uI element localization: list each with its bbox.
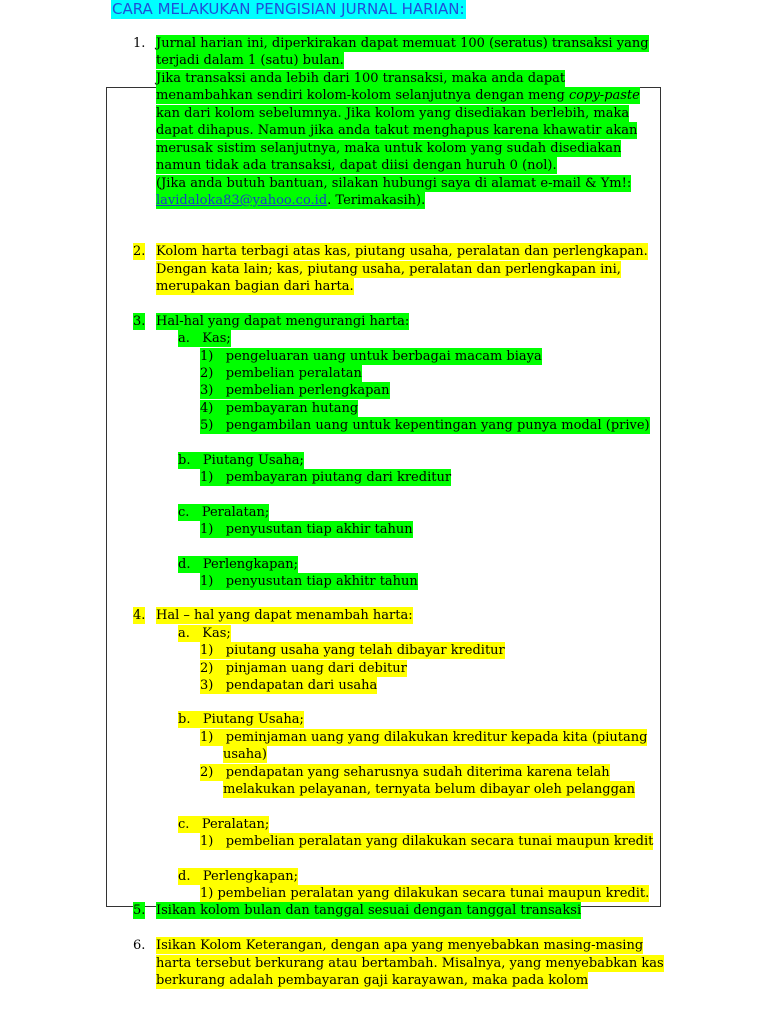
list-item bbox=[200, 677, 377, 694]
item-3b-letter: b. bbox=[178, 453, 191, 468]
list-item bbox=[200, 833, 653, 850]
item-4b-label bbox=[178, 711, 304, 728]
item-1-line-4 bbox=[156, 87, 640, 104]
document-title: CARA MELAKUKAN PENGISIAN JURNAL HARIAN: bbox=[112, 0, 465, 18]
item-3b-label bbox=[178, 452, 304, 469]
list-item-text: pembelian peralatan bbox=[225, 366, 362, 381]
item-6-line-1: Isikan Kolom Keterangan, dengan apa yang menyebabkan masing-masing bbox=[156, 938, 644, 953]
item-1-copy-paste-term: copy-paste bbox=[569, 88, 640, 103]
page-cutoff bbox=[0, 992, 768, 1024]
list-item-number: 1) bbox=[200, 522, 214, 537]
list-item bbox=[200, 417, 650, 434]
item-3b-text: Piutang Usaha; bbox=[202, 453, 304, 468]
list-item-text: penyusutan tiap akhitr tahun bbox=[225, 574, 418, 589]
item-4b-letter: b. bbox=[178, 712, 191, 727]
item-4d-label bbox=[178, 868, 298, 885]
item-1-line-9: (Jika anda butuh bantuan, silakan hubungi saya di alamat e-mail & Ym!: bbox=[156, 176, 632, 191]
list-item bbox=[200, 400, 358, 417]
item-3-number: 3. bbox=[133, 314, 146, 329]
item-1-line-5: kan dari kolom sebelumnya. Jika kolom yang disediakan berlebih, maka bbox=[156, 106, 630, 121]
list-item-text: pinjaman uang dari debitur bbox=[225, 661, 407, 676]
list-item-text: pembayaran piutang dari kreditur bbox=[225, 470, 452, 485]
item-6-line-3: berkurang adalah pembayaran gaji karayawan, maka pada kolom bbox=[156, 973, 589, 988]
item-1-line-7: merusak sistim selanjutnya, maka untuk kolom yang sudah disediakan bbox=[156, 141, 622, 156]
email-link[interactable]: lavidaloka83@yahoo.co.id bbox=[156, 193, 328, 208]
list-item-number: 4) bbox=[200, 401, 214, 416]
item-3c-text: Peralatan; bbox=[201, 505, 270, 520]
item-4c-text: Peralatan; bbox=[201, 817, 270, 832]
item-3a-letter: a. bbox=[178, 331, 190, 346]
list-item bbox=[200, 764, 610, 781]
item-1-line-10 bbox=[156, 192, 425, 209]
item-2-line-1: Kolom harta terbagi atas kas, piutang usaha, peralatan dan perlengkapan. bbox=[156, 244, 648, 259]
item-1-line-4-text: menambahkan sendiri kolom-kolom selanjutnya dengan meng bbox=[156, 88, 570, 103]
list-item-number: 1) bbox=[200, 643, 214, 658]
item-4-heading: Hal – hal yang dapat menambah harta: bbox=[156, 608, 413, 623]
item-4a-letter: a. bbox=[178, 626, 190, 641]
list-item-number: 3) bbox=[200, 383, 214, 398]
list-item bbox=[200, 573, 418, 590]
list-item bbox=[200, 382, 390, 399]
list-item-number: 1) bbox=[200, 886, 214, 901]
list-item-number: 1) bbox=[200, 349, 214, 364]
item-3d-letter: d. bbox=[178, 557, 191, 572]
item-1-line-1: Jurnal harian ini, diperkirakan dapat memuat 100 (seratus) transaksi yang bbox=[156, 36, 649, 51]
list-item-text: pengeluaran uang untuk berbagai macam biaya bbox=[225, 349, 542, 364]
list-item-number: 3) bbox=[200, 678, 214, 693]
list-item-text: peminjaman uang yang dilakukan kreditur kepada kita (piutang bbox=[225, 730, 648, 745]
list-item-text: pengambilan uang untuk kepentingan yang punya modal (prive) bbox=[225, 418, 650, 433]
item-3a-label bbox=[178, 330, 231, 347]
item-1-line-8: namun tidak ada transaksi, dapat diisi dengan huruh 0 (nol). bbox=[156, 158, 557, 173]
item-4d-letter: d. bbox=[178, 869, 191, 884]
item-4-number: 4. bbox=[133, 608, 146, 623]
list-item-text: piutang usaha yang telah dibayar kreditur bbox=[225, 643, 505, 658]
list-item-number: 2) bbox=[200, 366, 214, 381]
item-4b-text: Piutang Usaha; bbox=[202, 712, 304, 727]
list-item bbox=[200, 348, 542, 365]
item-6-number: 6. bbox=[133, 938, 146, 953]
item-1-line-10-tail: . Terimakasih). bbox=[327, 193, 426, 208]
item-3d-label bbox=[178, 556, 298, 573]
list-item-number: 2) bbox=[200, 765, 214, 780]
list-item bbox=[200, 729, 647, 746]
item-1-line-3: Jika transaksi anda lebih dari 100 transaksi, maka anda dapat bbox=[156, 71, 566, 86]
item-1-number: 1. bbox=[133, 36, 146, 51]
list-item bbox=[200, 660, 407, 677]
list-item-number: 1) bbox=[200, 834, 214, 849]
list-item bbox=[200, 521, 413, 538]
list-item-number: 1) bbox=[200, 730, 214, 745]
item-3d-text: Perlengkapan; bbox=[202, 557, 298, 572]
list-item-text: pendapatan dari usaha bbox=[225, 678, 378, 693]
list-item-text: pendapatan yang seharusnya sudah diterima karena telah bbox=[225, 765, 610, 780]
list-item bbox=[200, 469, 451, 486]
item-3c-label bbox=[178, 504, 269, 521]
item-2-line-3: merupakan bagian dari harta. bbox=[156, 279, 354, 294]
list-item-number: 5) bbox=[200, 418, 214, 433]
item-2-line-2: Dengan kata lain; kas, piutang usaha, peralatan dan perlengkapan ini, bbox=[156, 262, 621, 277]
list-item-text: penyusutan tiap akhir tahun bbox=[225, 522, 413, 537]
item-2-number: 2. bbox=[133, 244, 146, 259]
item-4c-label bbox=[178, 816, 269, 833]
item-3a-text: Kas; bbox=[202, 331, 231, 346]
item-6-line-2: harta tersebut berkurang atau bertambah. Misalnya, yang menyebabkan kas bbox=[156, 956, 664, 971]
list-item-continuation: melakukan pelayanan, ternyata belum dibayar oleh pelanggan bbox=[223, 782, 636, 797]
list-item-text: pembelian perlengkapan bbox=[225, 383, 390, 398]
item-1-line-2: terjadi dalam 1 (satu) bulan. bbox=[156, 53, 344, 68]
list-item-text: pembayaran hutang bbox=[225, 401, 359, 416]
item-3-heading: Hal-hal yang dapat mengurangi harta: bbox=[156, 314, 410, 329]
list-item-number: 2) bbox=[200, 661, 214, 676]
item-3c-letter: c. bbox=[178, 505, 190, 520]
item-5-line-1: Isikan kolom bulan dan tanggal sesuai dengan tanggal transaksi bbox=[156, 903, 582, 918]
item-4c-letter: c. bbox=[178, 817, 190, 832]
list-item-text: pembelian peralatan yang dilakukan secara tunai maupun kredit. bbox=[217, 886, 650, 901]
list-item-number: 1) bbox=[200, 574, 214, 589]
list-item bbox=[200, 365, 362, 382]
list-item-number: 1) bbox=[200, 470, 214, 485]
item-5-number: 5. bbox=[133, 903, 146, 918]
item-4d-text: Perlengkapan; bbox=[202, 869, 298, 884]
item-4a-text: Kas; bbox=[202, 626, 231, 641]
list-item-text: pembelian peralatan yang dilakukan secara tunai maupun kredit bbox=[225, 834, 654, 849]
list-item bbox=[200, 885, 649, 902]
list-item-continuation: usaha) bbox=[223, 747, 267, 762]
list-item bbox=[200, 642, 505, 659]
item-1-line-6: dapat dihapus. Namun jika anda takut menghapus karena khawatir akan bbox=[156, 123, 638, 138]
item-4a-label bbox=[178, 625, 231, 642]
